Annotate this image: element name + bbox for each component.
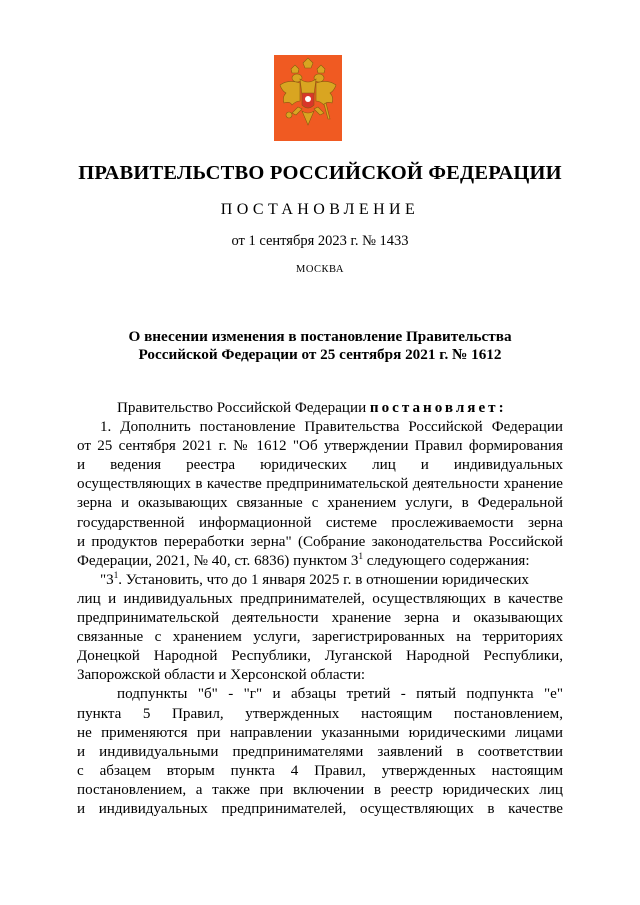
body-line: осуществляющих в качестве предпринимательской деятельности хранение [77, 476, 563, 493]
body-line: с абзацем вторым пункта 4 Правил, утвержденных настоящим [77, 762, 563, 779]
body-line: государственной информационной системе прослеживаемости зерна [77, 514, 563, 531]
body-line: лиц и индивидуальных предпринимателей, осуществляющих в качестве [77, 590, 563, 607]
body-line: от 25 сентября 2021 г. № 1612 "Об утверждении Правил формирования [77, 438, 563, 455]
date-and-number: от 1 сентября 2023 г. № 1433 [231, 233, 409, 249]
body-line: пункта 5 Правил, утвержденных настоящим постановлением, [77, 705, 563, 722]
body-line: Донецкой Народной Республики, Луганской Народной Республики, [77, 648, 563, 665]
russian-coat-of-arms-icon [274, 55, 342, 141]
city: МОСКВА [296, 264, 344, 275]
document-type: ПОСТАНОВЛЕНИЕ [220, 201, 420, 218]
document-subject [80, 328, 560, 364]
body-line: и продуктов переработки зерна" (Собрание законодательства Российской [77, 533, 563, 550]
document-body [77, 399, 563, 819]
body-line: связанные с хранением услуги, зарегистрированных на территориях [77, 629, 563, 646]
subject-line: О внесении изменения в постановление Правительства [128, 328, 512, 345]
body-line: 1. Дополнить постановление Правительства Российской Федерации [100, 419, 563, 436]
body-line: и индивидуальными предпринимателями заявлений в соответствии [77, 743, 563, 760]
body-line: Запорожской области и Херсонской области: [77, 667, 366, 684]
body-line: подпункты "б" - "г" и абзацы третий - пятый подпункта "е" [117, 686, 563, 703]
government-title: ПРАВИТЕЛЬСТВО РОССИЙСКОЙ ФЕДЕРАЦИИ [78, 162, 562, 184]
decree-word: постановляет: [369, 400, 507, 416]
body-line: предпринимательской деятельности хранение зерна и оказывающих [77, 610, 563, 627]
body-line: постановлением, а также при включении в реестр юридических лиц [77, 781, 563, 798]
subject-line: Российской Федерации от 25 сентября 2021 г. № 1612 [138, 346, 502, 363]
body-line: и ведения реестра юридических лиц и индивидуальных [77, 457, 563, 474]
body-line: и индивидуальных предпринимателей, осуществляющих в качестве [77, 800, 563, 817]
body-line: зерна и оказывающих связанные с хранением услуги, в Федеральной [77, 495, 563, 512]
body-line: Федерации, 2021, № 40, ст. 6836) пунктом $3^1$ следующего содержания: [77, 551, 530, 569]
body-line: "$3^1$. Установить, что до 1 января 2025 г. в отношении юридических [100, 570, 529, 588]
body-line: не применяются при направлении указанными юридическими лицами [77, 724, 563, 741]
body-line: Правительство Российской Федерации постановляет: [117, 400, 507, 416]
